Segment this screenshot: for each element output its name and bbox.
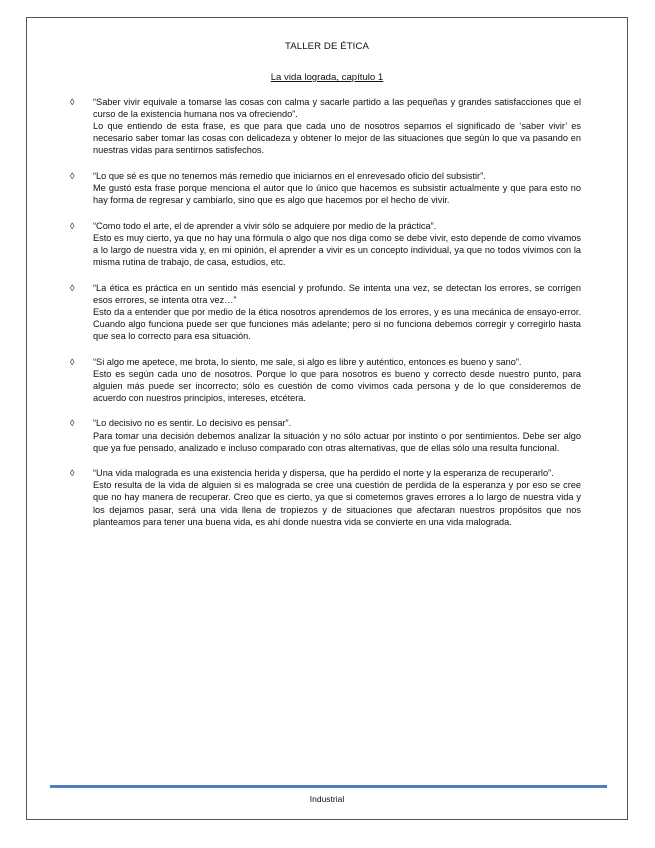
diamond-bullet-icon: ◊ <box>70 356 75 367</box>
comment-text: Para tomar una decisión debemos analizar la situación y no sólo actuar por instinto o por sentimientos. Debe ser algo que ya fue pensado, analizado e incluso comparado con otras alternativas, que de ellas sólo una resulta funcional. <box>93 430 581 453</box>
chapter-title: La vida lograda, capítulo 1 <box>270 72 384 83</box>
diamond-bullet-icon: ◊ <box>70 220 75 231</box>
footer-divider <box>50 785 607 788</box>
diamond-bullet-icon: ◊ <box>70 282 75 293</box>
quote-text: “Una vida malograda es una existencia herida y dispersa, que ha perdido el norte y la esperanza de recuperarlo”. <box>93 468 554 479</box>
comment-text: Esto resulta de la vida de alguien si es malograda se cree una cuestión de perdida de la esperanza y por eso se cree que no hay manera de recuperar. Creo que es cierto, ya que si cometemos graves errores a lo largo de nuestra vida y los dejamos pasar, será una vida llena de tropiezos y de situaciones que afectaran nuestros propósitos que nos planteamos para tener una buena vida, es ahí donde nuestra vida se convierte en una vida malograda. <box>93 480 581 527</box>
quote-text: “La ética es práctica en un sentido más esencial y profundo. Se intenta una vez, se detectan los errores, se corrigen esos errores, se intenta otra vez…” <box>93 282 581 305</box>
diamond-bullet-icon: ◊ <box>70 170 75 181</box>
list-item <box>70 417 581 453</box>
quote-text: “Saber vivir equivale a tomarse las cosas con calma y sacarle partido a las pequeñas y grandes satisfacciones que el curso de la existencia humana nos va ofreciendo”. <box>93 97 581 120</box>
comment-text: Me gustó esta frase porque menciona el autor que lo único que hacemos es subsistir actualmente y que para esto no hay forma de regresar y cambiarlo, sino que es algo que hacemos por el hecho de vivir. <box>93 183 581 206</box>
list-item <box>70 170 581 206</box>
document-title: TALLER DE ÉTICA <box>285 41 369 52</box>
list-item <box>70 282 581 342</box>
list-item <box>70 96 581 156</box>
diamond-bullet-icon: ◊ <box>70 418 75 429</box>
quote-text: “Como todo el arte, el de aprender a vivir sólo se adquiere por medio de la práctica”. <box>93 220 437 231</box>
list-item <box>70 467 581 527</box>
quote-text: “Lo que sé es que no tenemos más remedio que iniciarnos en el enrevesado oficio del subsistir”. <box>93 170 486 181</box>
quote-text: “Lo decisivo no es sentir. Lo decisivo es pensar”. <box>93 418 292 429</box>
list-item <box>70 356 581 404</box>
document-page <box>26 17 628 820</box>
footer-label: Industrial <box>309 794 345 804</box>
comment-text: Esto da a entender que por medio de la ética nosotros aprendemos de los errores, y es una mecánica de ensayo-error. Cuando algo funciona puede ser que funciones más adelante; pero si no funciona debemos corregir y corregirlo hasta que sea lo correcto para esa situación. <box>93 306 581 341</box>
reflection-list <box>70 96 581 541</box>
comment-text: Esto es según cada uno de nosotros. Porque lo que para nosotros es bueno y correcto desde nuestro punto, para alguien más puede ser incorrecto; sólo es cuestión de como vivimos cada persona y de lo que consideremos de acuerdo con nuestros principios, intereses, etcétera. <box>93 368 581 403</box>
list-item <box>70 220 581 268</box>
comment-text: Lo que entiendo de esta frase, es que para que cada uno de nosotros sepamos el significado de ‘saber vivir’ es necesario saber tomar las cosas con delicadeza y obtener lo mejor de las situaciones que según lo que va pasando en nuestras vidas para sentirnos satisfechos. <box>93 121 581 156</box>
quote-text: “Si algo me apetece, me brota, lo siento, me sale, si algo es libre y auténtico, entonces es bueno y sano”. <box>93 356 522 367</box>
diamond-bullet-icon: ◊ <box>70 97 75 107</box>
comment-text: Esto es muy cierto, ya que no hay una fórmula o algo que nos diga como se debe vivir, esto depende de como vivamos a lo largo de nuestra vida y, en mi opinión, el aprender a vivir es un concepto individual, ya que no todos vivimos con la misma rutina de trabajo, de casa, estudios, etc. <box>93 232 581 268</box>
diamond-bullet-icon: ◊ <box>70 468 75 479</box>
